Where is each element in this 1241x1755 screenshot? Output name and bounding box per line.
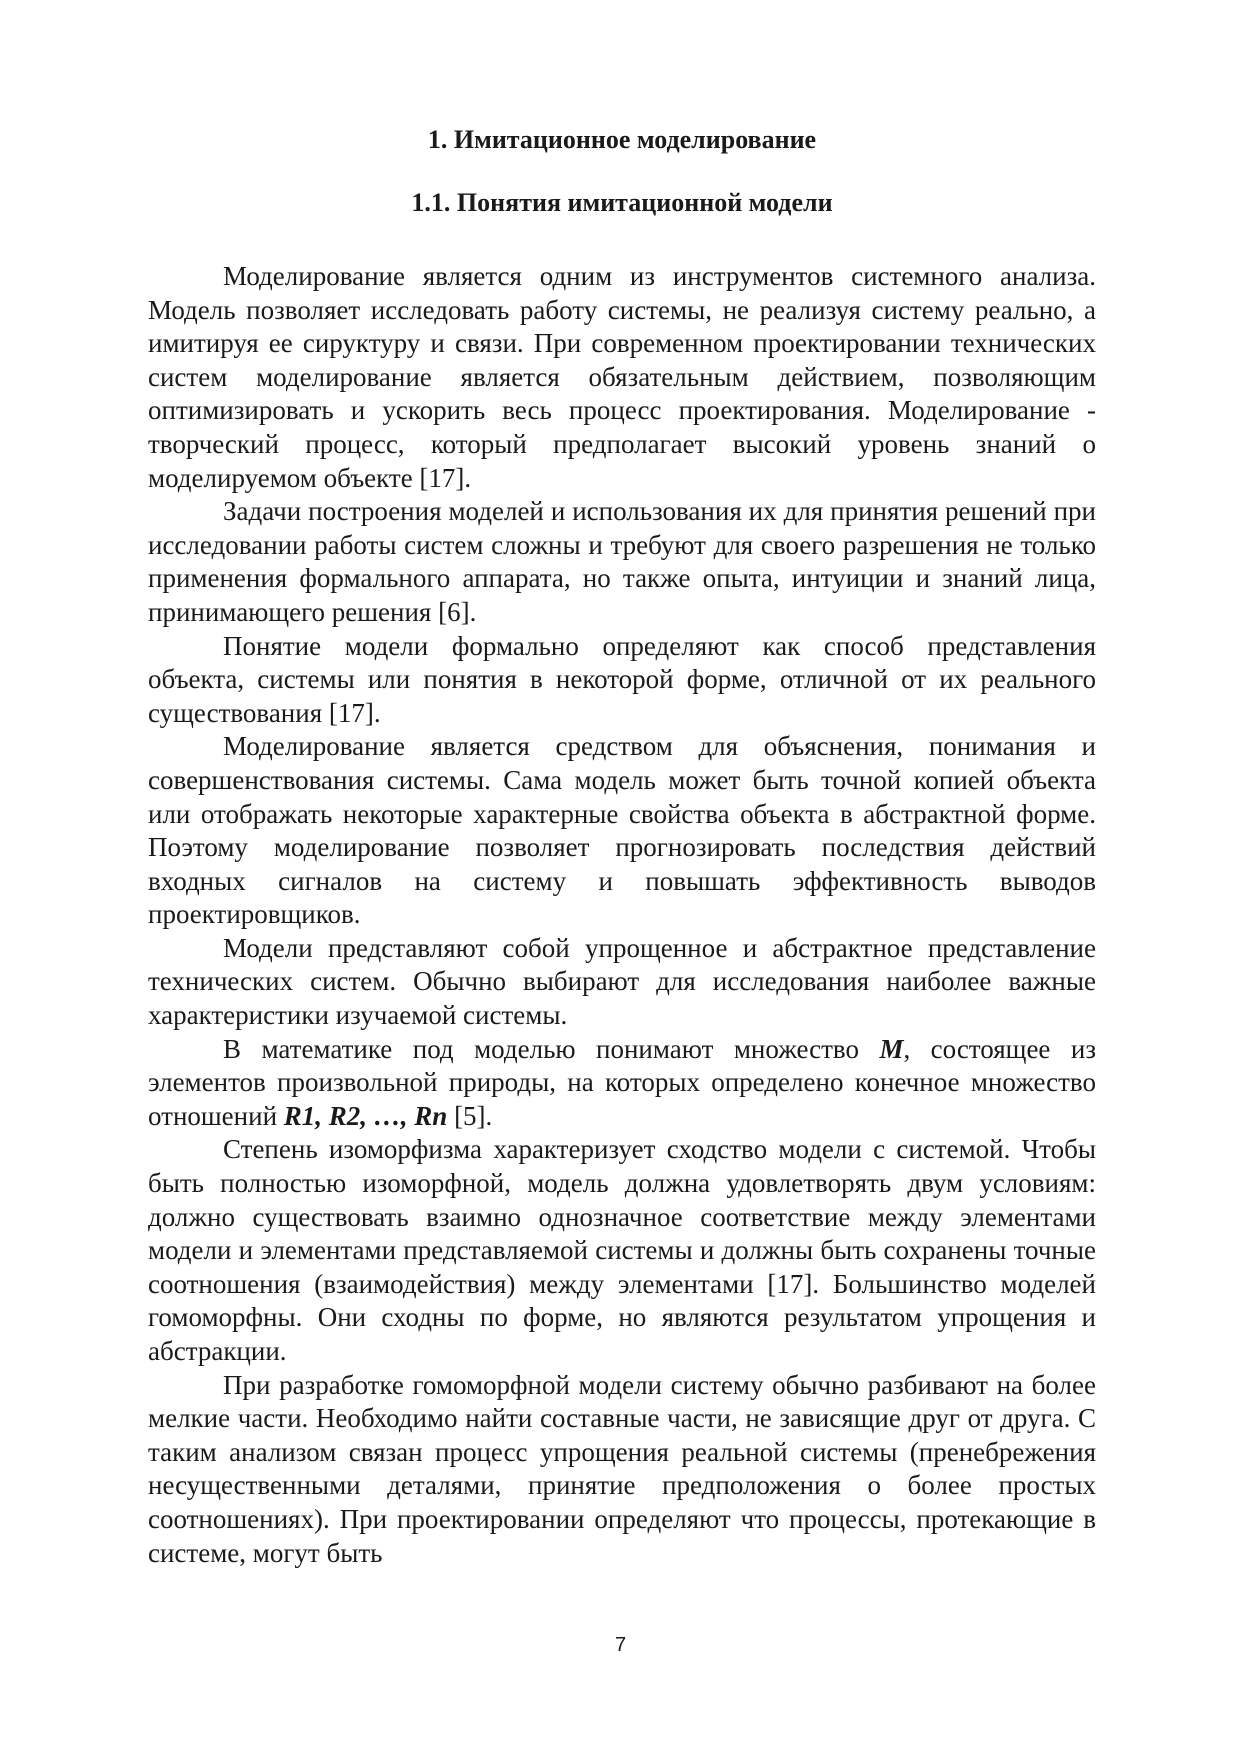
math-text: , состоящее из элементов произвольной природы, на которых определено конечное множество отношений	[148, 1033, 1096, 1131]
paragraph: Задачи построения моделей и использования их для принятия решений при исследовании работы систем сложны и требуют для своего разрешения не только применения формального аппарата, но также опыта, интуиции и знаний лица, принимающего решения [6].	[148, 496, 1096, 627]
math-text: В математике под моделью понимают множество	[223, 1033, 880, 1064]
paragraph: Моделирование является средством для объяснения, понимания и совершенствования системы. Сама модель может быть точной копией объекта или отображать некоторые характерные свойства объекта в абстрактной форме. Поэтому моделирование позволяет прогнозировать последствия действий входных сигналов на систему и повышать эффективность выводов проектировщиков.	[148, 731, 1096, 930]
section-heading: 1. Имитационное моделирование	[427, 125, 817, 154]
paragraph: Степень изоморфизма характеризует сходство модели с системой. Чтобы быть полностью изоморфной, модель должна удовлетворять двум условиям: должно существовать взаимно однозначное соответствие между элементами модели и элементами представляемой системы и должны быть сохранены точные соотношения (взаимодействия) между элементами [17]. Большинство моделей гомоморфны. Они сходны по форме, но являются результатом упрощения и абстракции.	[148, 1134, 1096, 1366]
document-page	[148, 125, 1096, 1570]
paragraph: Моделирование является одним из инструментов системного анализа. Модель позволяет исследовать работу системы, не реализуя систему реально, а имитируя ее сируктуру и связи. При современном проектировании технических систем моделирование является обязательным действием, позволяющим оптимизировать и ускорить весь процесс проектирования. Моделирование - творческий процесс, который предполагает высокий уровень знаний о моделируемом объекте [17].	[148, 261, 1096, 493]
subsection-heading: 1.1. Понятия имитационной модели	[411, 188, 833, 217]
paragraph: Модели представляют собой упрощенное и абстрактное представление технических систем. Обычно выбирают для исследования наиболее важные характеристики изучаемой системы.	[148, 932, 1096, 1031]
math-text: [5].	[447, 1100, 493, 1131]
relations-symbols: R1, R2, …, Rn	[283, 1100, 448, 1131]
paragraph: Понятие модели формально определяют как способ представления объекта, системы или понятия в некоторой форме, отличной от их реального существования [17].	[148, 630, 1096, 728]
paragraph: При разработке гомоморфной модели систему обычно разбивают на более мелкие части. Необходимо найти составные части, не зависящие друг от друга. С таким анализом связан процесс упрощения реальной системы (пренебрежения несущественными деталями, принятие предположения о более простых соотношениях). При проектировании определяют что процессы, протекающие в системе, могут быть	[148, 1369, 1096, 1568]
body-text	[148, 260, 1096, 1570]
set-symbol-m: M	[879, 1033, 904, 1064]
math-paragraph	[148, 1033, 1096, 1134]
page-number: 7	[614, 1634, 627, 1656]
